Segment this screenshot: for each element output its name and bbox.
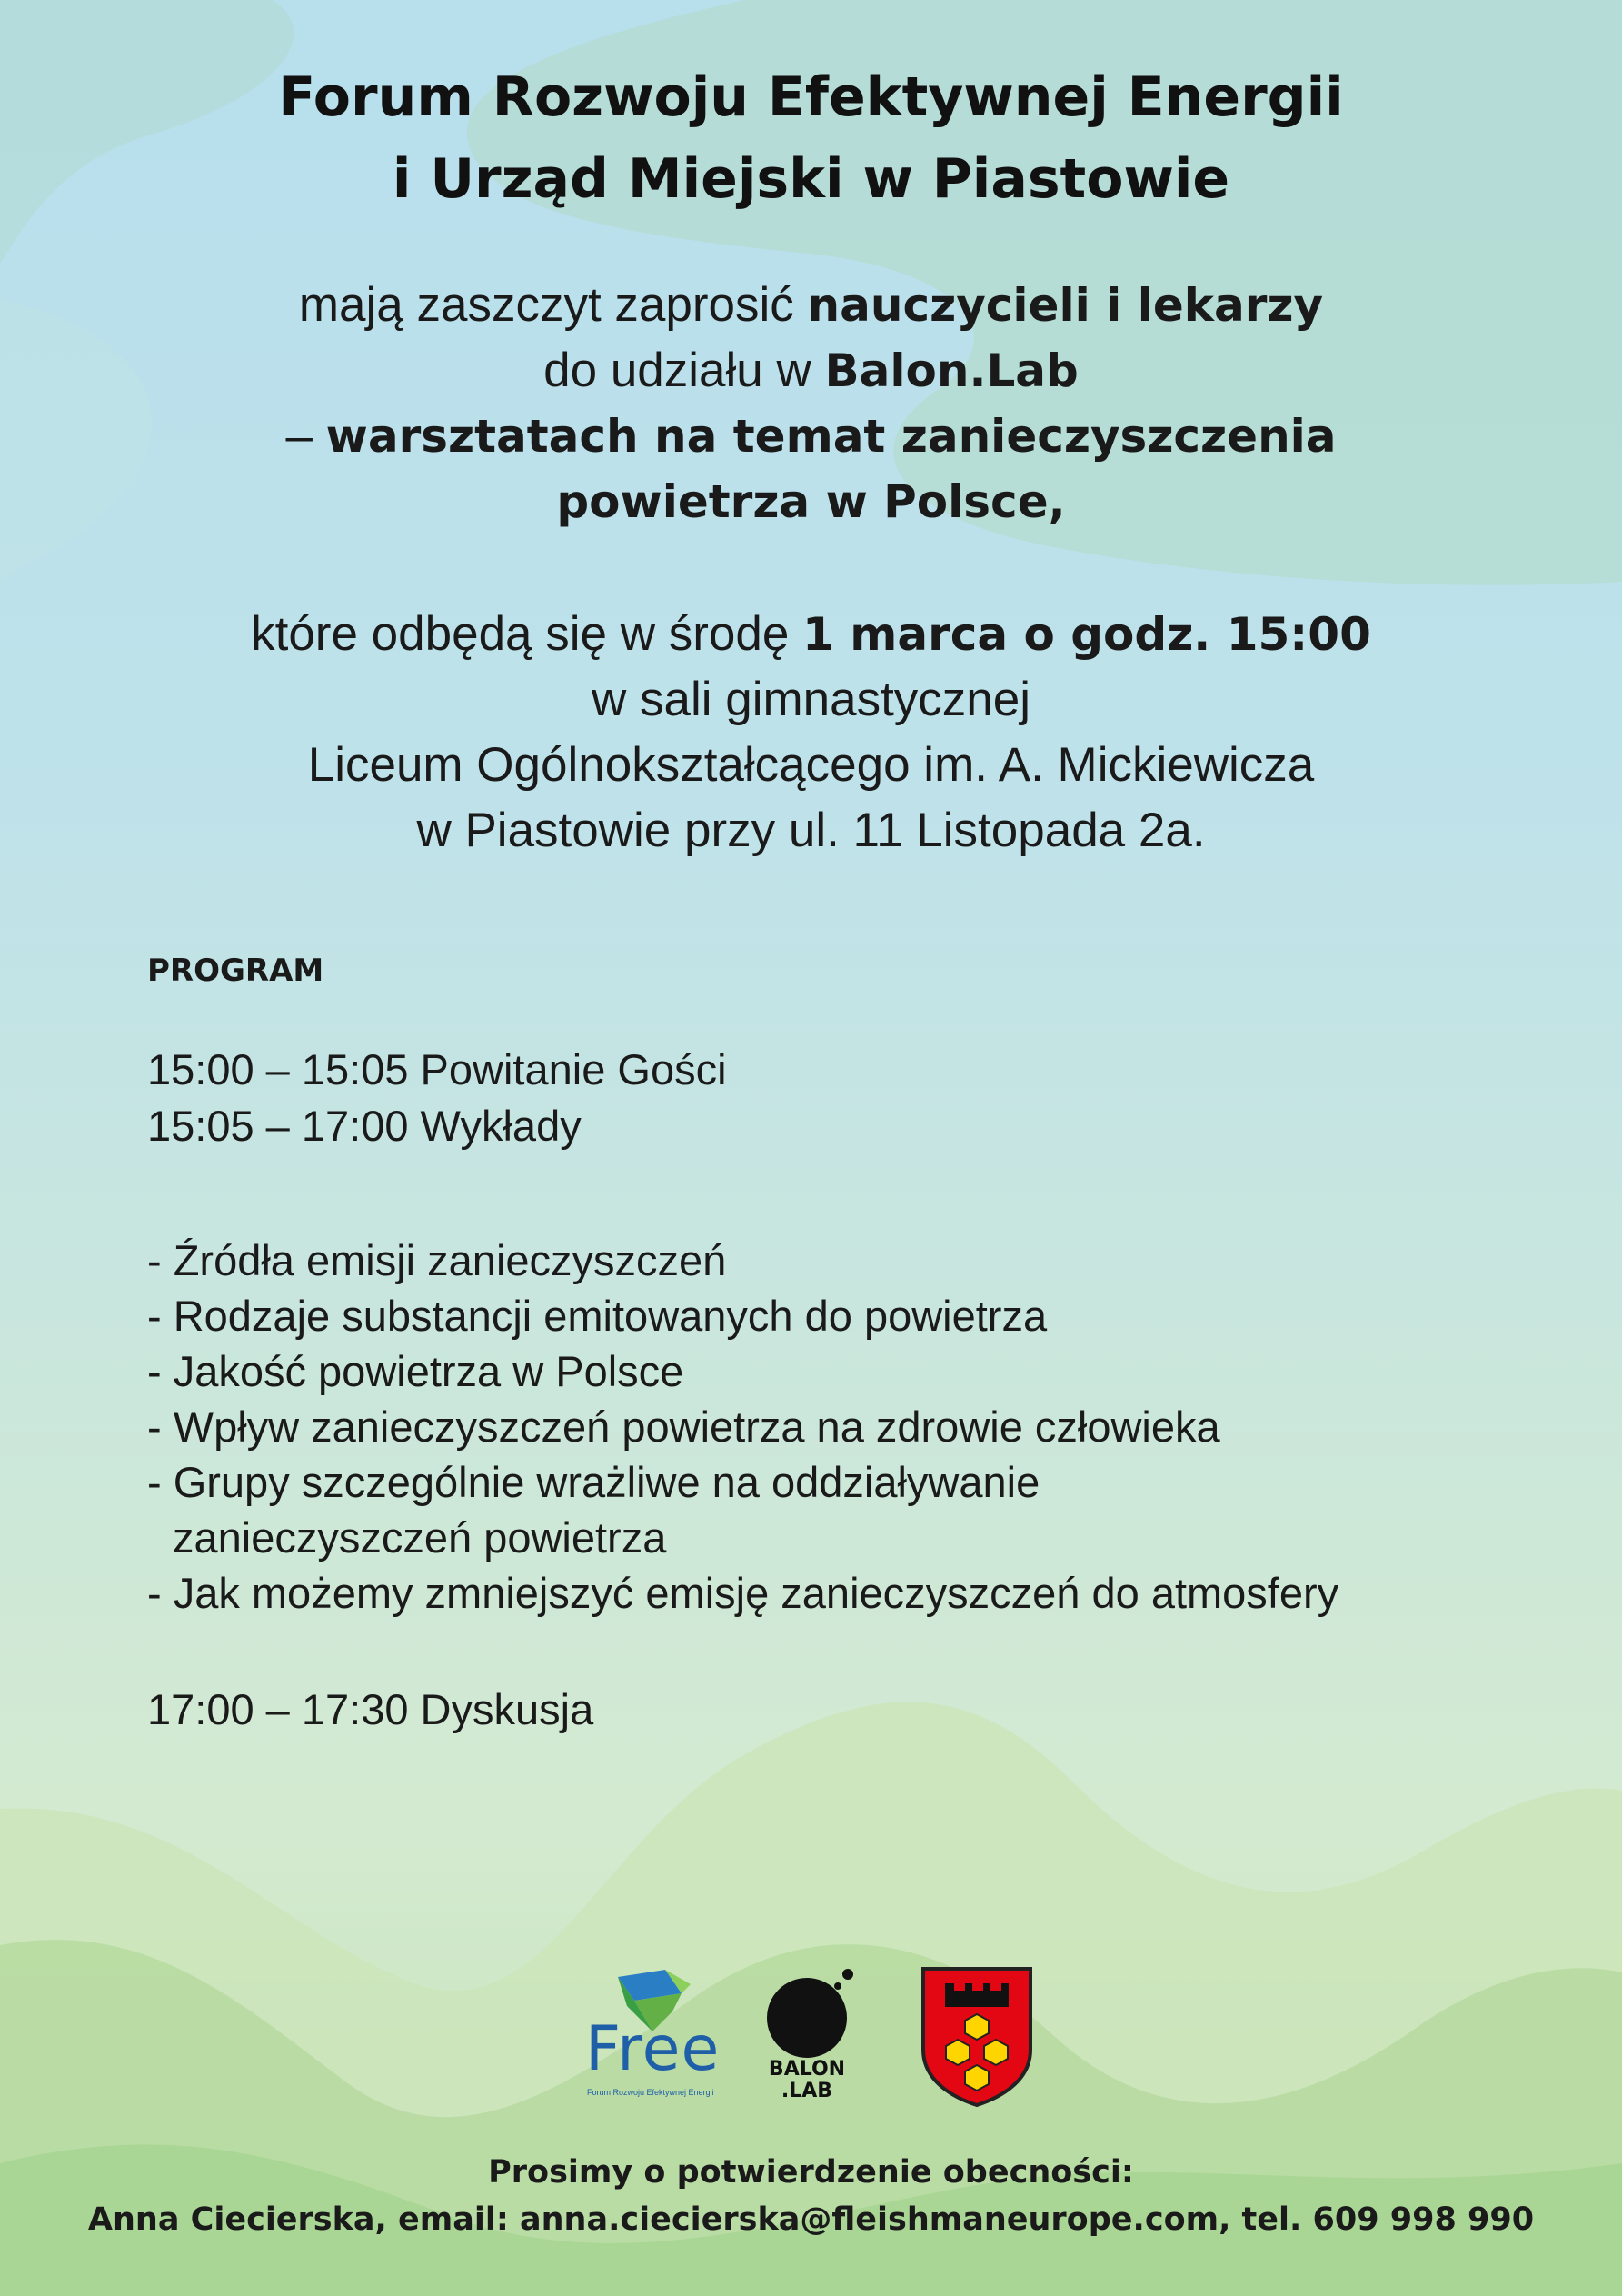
free-logo <box>582 1968 736 2104</box>
schedule-item-discussion: 17:00 – 17:30 Dyskusja <box>147 1685 594 1733</box>
invite-text: do udziału w <box>543 344 825 397</box>
list-item: - Rodzaje substancji emitowanych do powietrza <box>147 1292 1048 1340</box>
invite-dash: – <box>285 409 326 463</box>
invite-audience: nauczycieli i lekarzy <box>807 279 1324 332</box>
free-caption: Forum Rozwoju Efektywnej Energii <box>587 2088 714 2097</box>
workshop-topic: warsztatach na temat zanieczyszczenia <box>325 410 1337 463</box>
event-datetime: 1 marca o godz. 15:00 <box>802 608 1371 661</box>
invitation-text <box>0 273 1622 534</box>
list-item: zanieczyszczeń powietrza <box>173 1513 667 1562</box>
piastow-coat-of-arms <box>918 1963 1036 2109</box>
balloon-icon <box>760 1962 869 2061</box>
list-item: - Wpływ zanieczyszczeń powietrza na zdrowie człowieka <box>147 1403 1220 1451</box>
balon-lab-logo <box>760 1962 869 2116</box>
schedule-item: 15:00 – 15:05 Powitanie Gości <box>147 1045 727 1093</box>
rsvp-title: Prosimy o potwierdzenie obecności: <box>488 2154 1134 2191</box>
event-details <box>0 602 1622 863</box>
free-wordmark: Free <box>585 2013 721 2085</box>
event-name: Balon.Lab <box>824 344 1079 397</box>
partner-logos <box>0 1954 1622 2109</box>
page-title <box>0 56 1622 220</box>
program-heading: PROGRAM <box>147 953 324 989</box>
invite-text: mają zaszczyt zaprosić <box>298 278 808 332</box>
balon-label: BALON <box>768 2058 846 2081</box>
list-item: - Jakość powietrza w Polsce <box>147 1347 684 1395</box>
title-line-1: Forum Rozwoju Efektywnej Energii <box>278 65 1344 129</box>
rsvp-contact: Anna Ciecierska, email: anna.ciecierska@fleishmaneurope.com, tel. 609 998 990 <box>87 2201 1535 2238</box>
title-line-2: i Urząd Miejski w Piastowie <box>392 147 1230 211</box>
workshop-topic-cont: powietrza w Polsce, <box>556 475 1066 528</box>
list-item: - Grupy szczególnie wrażliwe na oddziaływanie <box>147 1458 1040 1506</box>
rsvp-section <box>0 2149 1622 2243</box>
event-school: Liceum Ogólnokształcącego im. A. Mickiewicza <box>307 738 1315 792</box>
event-venue: w sali gimnastycznej <box>591 673 1031 726</box>
lab-label: .LAB <box>781 2080 833 2102</box>
lecture-topics <box>147 1233 1338 1621</box>
list-item: - Źródła emisji zanieczyszczeń <box>147 1236 727 1284</box>
coat-of-arms-shield-icon <box>918 1963 1036 2109</box>
event-address: w Piastowie przy ul. 11 Listopada 2a. <box>416 804 1206 857</box>
list-item: - Jak możemy zmniejszyć emisję zanieczyszczeń do atmosfery <box>147 1569 1339 1617</box>
event-when-text: które odbędą się w środę <box>251 607 803 661</box>
schedule-item: 15:05 – 17:00 Wykłady <box>147 1102 582 1150</box>
